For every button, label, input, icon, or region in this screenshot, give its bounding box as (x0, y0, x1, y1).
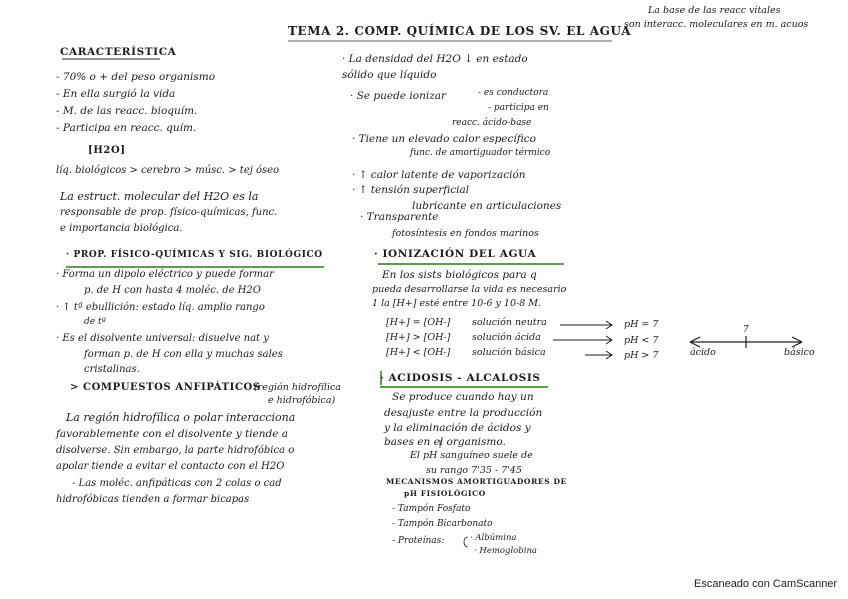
prop-line: forman p. de H con ella y muchas sales (84, 349, 283, 360)
acidosis-line: y la eliminación de ácidos y (384, 422, 531, 434)
prop-right-sub: fotosíntesis en fondos marinos (392, 228, 539, 239)
prop-right-line: · La densidad del H2O ↓ en estado (342, 53, 528, 65)
ph-scale-acido: ácido (690, 347, 716, 358)
ph-scale-mid: 7 (743, 325, 749, 335)
page-title: TEMA 2. COMP. QUÍMICA DE LOS SV. EL AGUA (288, 24, 632, 38)
acidosis-line: desajuste entre la producción (384, 407, 543, 419)
anfipaticos-note: (región hidrofílica (254, 382, 341, 393)
prop-right-line: · ↑ tensión superficial (352, 184, 470, 196)
anfipaticos-note: e hidrofóbica) (268, 395, 336, 406)
mecanismos-heading-2: pH FISIOLÓGICO (404, 489, 486, 498)
h2o-formula: [H2O] (88, 145, 126, 156)
tejidos-order: líq. biológicos > cerebro > músc. > tej óseo (56, 165, 280, 176)
acidosis-line: Se produce cuando hay un (392, 391, 534, 403)
prop-right-sub: lubricante en articulaciones (412, 200, 562, 212)
ionizacion-line: 1 la [H+] esté entre 10-6 y 10-8 M. (372, 298, 542, 309)
prop-line: · Forma un dipolo eléctrico y puede formar (56, 269, 274, 280)
ph-scale-left-arrow (690, 337, 700, 342)
header-note-2: son interacc. moleculares en m. acuos (624, 19, 809, 30)
tampon-item: - Tampón Fosfato (392, 504, 471, 514)
ionizacion-line: En los sists biológicos para q (382, 269, 537, 281)
prop-right-line: · ↑ calor latente de vaporización (352, 169, 526, 181)
estructura-line: La estruct. molecular del H2O es la (60, 190, 259, 203)
prop-line: p. de H con hasta 4 moléc. de H2O (84, 285, 261, 296)
anfipaticos-line: disolverse. Sin embargo, la parte hidrofóbica o (56, 445, 295, 456)
prop-right-sub: reacc. ácido-base (452, 118, 532, 128)
ph-sanguineo-range: su rango 7'35 - 7'45 (426, 465, 522, 476)
ionizacion-highlight (378, 263, 564, 265)
prop-right-line: · Tiene un elevado calor específico (352, 133, 536, 145)
mecanismos-heading: MECANISMOS AMORTIGUADORES DE (386, 477, 567, 486)
estructura-line: e importancia biológica. (60, 223, 183, 234)
ph-row-name: solución básica (472, 347, 546, 358)
estructura-line: responsable de prop. físico-químicas, func. (60, 207, 278, 218)
ph-row-value: pH = 7 (624, 319, 659, 330)
ionizacion-heading: · IONIZACIÓN DEL AGUA (374, 248, 537, 260)
anfipaticos-line: hidrofóbicas tienden a formar bicapas (56, 494, 250, 505)
ph-scale-right-arrow (792, 337, 802, 342)
acidosis-highlight (380, 386, 548, 388)
ph-row-value: pH < 7 (624, 335, 659, 346)
prop-right-sub: - es conductora (478, 88, 549, 98)
list-item: - En ella surgió la vida (56, 88, 176, 100)
ph-row-name: solución ácida (472, 332, 541, 343)
prop-right-line: sólido que líquido (342, 69, 437, 81)
anfipaticos-line: favorablemente con el disolvente y tiende a (56, 428, 289, 440)
proteinas-label: - Proteínas: (392, 536, 445, 546)
ph-scale-basico: básico (784, 347, 815, 358)
acidosis-heading: · ACIDOSIS - ALCALOSIS (380, 372, 541, 384)
ph-row-name: solución neutra (472, 317, 547, 328)
header-note-1: La base de las reacc vitales (648, 5, 781, 16)
list-item: - Participa en reacc. quím. (56, 122, 197, 134)
anfipaticos-heading: > COMPUESTOS ANFIPÁTICOS (70, 382, 261, 393)
ph-row-eq: [H+] > [OH-] (386, 332, 451, 343)
proteina-item: · Hemoglobina (474, 546, 538, 556)
list-item: - 70% o + del peso organismo (56, 71, 216, 83)
caracteristica-heading: CARACTERÍSTICA (60, 46, 177, 58)
ph-sanguineo: El pH sanguíneo suele de (410, 450, 533, 461)
ph-row-value: pH > 7 (624, 350, 659, 361)
prop-right-line: · Se puede ionizar (350, 90, 447, 102)
prop-heading: · PROP. FÍSICO-QUÍMICAS Y SIG. BIOLÓGICO (66, 250, 323, 260)
proteina-item: · Albúmina (470, 533, 517, 543)
prop-line: cristalinas. (84, 364, 140, 375)
acidosis-line: bases en el organismo. (384, 436, 506, 448)
anfipaticos-line: apolar tiende a evitar el contacto con el H2O (56, 461, 285, 472)
prop-highlight (66, 266, 324, 268)
camscanner-watermark: Escaneado con CamScanner (694, 578, 838, 590)
prop-line: de tª (84, 317, 106, 327)
tampon-item: - Tampón Bicarbonato (392, 519, 493, 529)
ph-row-eq: [H+] < [OH-] (386, 347, 451, 358)
ionizacion-line: pueda desarrollarse la vida es necesario (372, 284, 567, 295)
prop-line: · ↑ tª ebullición: estado líq. amplio rango (56, 302, 265, 313)
prop-right-sub: - participa en (488, 103, 549, 113)
anfipaticos-line: La región hidrofílica o polar interacciona (66, 411, 296, 424)
prop-right-sub: func. de amortiguador térmico (410, 148, 551, 158)
prop-right-line: · Transparente (360, 211, 439, 223)
list-item: - M. de las reacc. bioquím. (56, 105, 198, 117)
anfipaticos-line: - Las moléc. anfipáticas con 2 colas o cad (72, 478, 282, 489)
ph-row-eq: [H+] = [OH-] (386, 317, 451, 328)
prop-line: · Es el disolvente universal: disuelve nat y (56, 333, 269, 344)
